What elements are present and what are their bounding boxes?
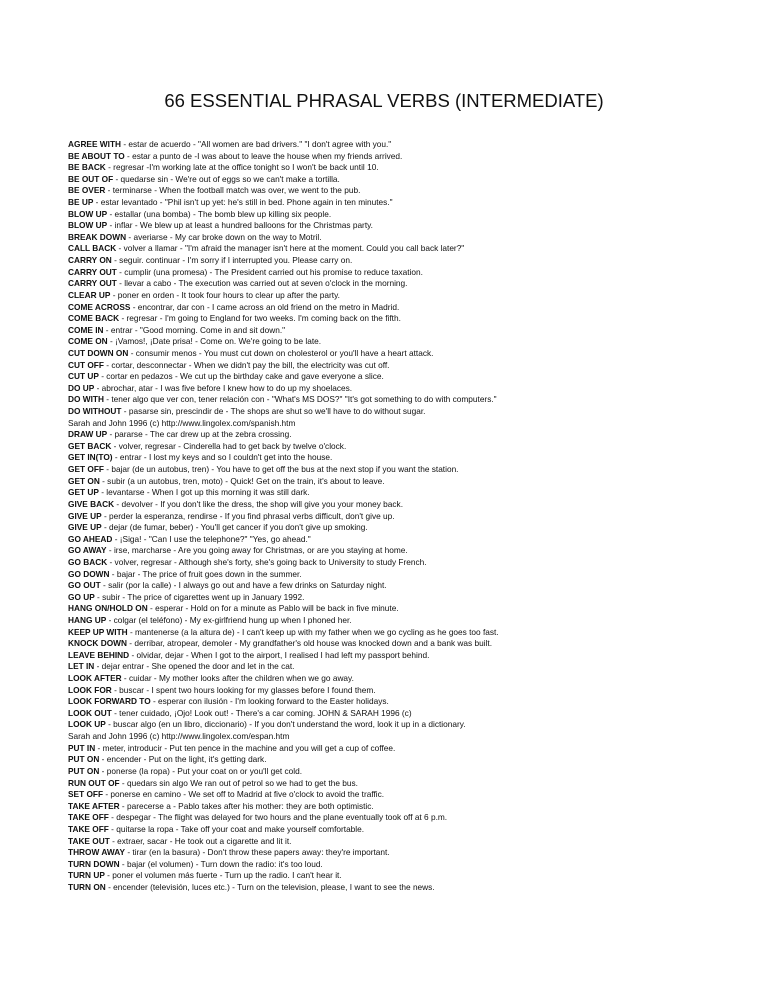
- phrasal-verb-term: THROW AWAY: [68, 847, 126, 858]
- phrasal-verb-entry: [68, 859, 748, 871]
- phrasal-verb-entry: [68, 580, 748, 592]
- phrasal-verb-entry: [68, 476, 748, 488]
- phrasal-verb-term: GET BACK: [68, 440, 112, 451]
- phrasal-verb-definition: - devolver - If you don't like the dress, the shop will give you your money back.: [114, 498, 403, 509]
- phrasal-verb-term: SET OFF: [68, 789, 104, 800]
- phrasal-verb-entry: [68, 511, 748, 523]
- phrasal-verb-entry: [68, 673, 748, 685]
- phrasal-verb-term: PUT ON: [68, 765, 100, 776]
- phrasal-verb-entry: [68, 847, 748, 859]
- phrasal-verb-definition: - ponerse (la ropa) - Put your coat on or you'll get cold.: [99, 765, 303, 776]
- phrasal-verb-definition: - entrar - "Good morning. Come in and sit down.": [103, 324, 286, 335]
- phrasal-verb-entry: [68, 383, 748, 395]
- phrasal-verb-definition: - salir (por la calle) - I always go out and have a few drinks on Saturday night.: [100, 580, 387, 591]
- phrasal-verb-entry: [68, 545, 748, 557]
- phrasal-verb-term: COME ACROSS: [68, 301, 131, 312]
- phrasal-verb-definition: - volver, regresar - Cinderella had to get back by twelve o'clock.: [111, 440, 347, 451]
- phrasal-verb-definition: - estar de acuerdo - "All women are bad drivers." "I don't agree with you.": [121, 139, 392, 149]
- phrasal-verb-definition: - volver a llamar - "I'm afraid the manager isn't here at the moment. Could you call back later?": [116, 243, 465, 254]
- phrasal-verb-entry: [68, 185, 748, 197]
- phrasal-verb-entry: [68, 522, 748, 534]
- phrasal-verb-term: LOOK AFTER: [68, 673, 122, 684]
- phrasal-verb-definition: - ¡Siga! - "Can I use the telephone?" "Yes, go ahead.": [112, 533, 311, 544]
- phrasal-verb-term: TAKE OUT: [68, 835, 110, 846]
- source-credit-text: Sarah and John 1996 (c) http://www.lingolex.com/espan.htm: [68, 731, 290, 742]
- phrasal-verb-term: COME ON: [68, 336, 108, 347]
- phrasal-verb-term: AGREE WITH: [68, 139, 122, 149]
- phrasal-verb-term: CLEAR UP: [68, 289, 111, 300]
- phrasal-verb-term: LOOK UP: [68, 719, 106, 730]
- source-credit-text: Sarah and John 1996 (c) http://www.lingolex.com/spanish.htm: [68, 417, 296, 428]
- phrasal-verb-entry: [68, 267, 748, 279]
- phrasal-verb-term: CARRY ON: [68, 255, 112, 266]
- phrasal-verb-entry: [68, 534, 748, 546]
- phrasal-verb-entry: [68, 627, 748, 639]
- phrasal-verb-definition: - tener algo que ver con, tener relación con - "What's MS DOS?" "It's got something to do with computers.": [103, 394, 497, 405]
- phrasal-verb-term: DRAW UP: [68, 429, 108, 440]
- phrasal-verb-term: DO UP: [68, 382, 95, 393]
- phrasal-verb-entry: [68, 719, 748, 731]
- phrasal-verb-term: GET IN(TO): [68, 452, 113, 463]
- phrasal-verb-list: [68, 139, 748, 894]
- phrasal-verb-entry: [68, 406, 748, 418]
- phrasal-verb-entry: [68, 174, 748, 186]
- phrasal-verb-term: PUT ON: [68, 754, 100, 765]
- phrasal-verb-entry: [68, 743, 748, 755]
- phrasal-verb-definition: - mantenerse (a la altura de) - I can't keep up with my father when we go cycling as he goes too fast.: [127, 626, 499, 637]
- phrasal-verb-entry: [68, 290, 748, 302]
- source-credit-line: [68, 418, 748, 430]
- phrasal-verb-definition: - tener cuidado, ¡Ojo! Look out! - There's a car coming. JOHN & SARAH 1996 (c): [111, 707, 412, 718]
- phrasal-verb-entry: [68, 302, 748, 314]
- phrasal-verb-definition: - entrar - I lost my keys and so I couldn't get into the house.: [112, 452, 333, 463]
- phrasal-verb-term: LOOK FOR: [68, 684, 112, 695]
- phrasal-verb-definition: - meter, introducir - Put ten pence in the machine and you will get a cup of coffee.: [95, 742, 396, 753]
- phrasal-verb-definition: - pasarse sin, prescindir de - The shops are shut so we'll have to do without sugar.: [121, 406, 426, 417]
- phrasal-verb-definition: - ponerse en camino - We set off to Madrid at five o'clock to avoid the traffic.: [103, 789, 385, 800]
- phrasal-verb-definition: - dejar (de fumar, beber) - You'll get cancer if you don't give up smoking.: [101, 522, 368, 533]
- phrasal-verb-definition: - colgar (el teléfono) - My ex-girlfriend hung up when I phoned her.: [106, 614, 352, 625]
- phrasal-verb-term: BREAK DOWN: [68, 231, 127, 242]
- phrasal-verb-definition: - cortar, desconnectar - When we didn't pay the bill, the electricity was cut off.: [103, 359, 390, 370]
- phrasal-verb-entry: [68, 232, 748, 244]
- phrasal-verb-definition: - quedarse sin - We're out of eggs so we can't make a tortilla.: [113, 173, 340, 184]
- phrasal-verb-term: LOOK FORWARD TO: [68, 696, 151, 707]
- phrasal-verb-entry: [68, 139, 748, 151]
- phrasal-verb-term: TURN UP: [68, 870, 105, 881]
- phrasal-verb-definition: - averiarse - My car broke down on the way to Motril.: [126, 231, 322, 242]
- phrasal-verb-entry: [68, 603, 748, 615]
- phrasal-verb-definition: - olvidar, dejar - When I got to the airport, I realised I had left my passport behind.: [129, 649, 430, 660]
- phrasal-verb-term: PUT IN: [68, 742, 96, 753]
- phrasal-verb-term: GET ON: [68, 475, 100, 486]
- phrasal-verb-definition: - quedars sin algo We ran out of petrol so we had to get the bus.: [119, 777, 358, 788]
- phrasal-verb-term: BE ABOUT TO: [68, 150, 125, 161]
- phrasal-verb-entry: [68, 650, 748, 662]
- phrasal-verb-definition: - poner en orden - It took four hours to clear up after the party.: [110, 289, 340, 300]
- phrasal-verb-entry: [68, 243, 748, 255]
- phrasal-verb-entry: [68, 162, 748, 174]
- phrasal-verb-entry: [68, 870, 748, 882]
- phrasal-verb-definition: - subir - The price of cigarettes went up in January 1992.: [94, 591, 305, 602]
- phrasal-verb-entry: [68, 557, 748, 569]
- phrasal-verb-entry: [68, 696, 748, 708]
- phrasal-verb-entry: [68, 499, 748, 511]
- phrasal-verb-entry: [68, 487, 748, 499]
- phrasal-verb-entry: [68, 638, 748, 650]
- phrasal-verb-definition: - perder la esperanza, rendirse - If you find phrasal verbs difficult, don't give up.: [101, 510, 395, 521]
- phrasal-verb-term: GIVE UP: [68, 510, 102, 521]
- phrasal-verb-term: GET OFF: [68, 464, 104, 475]
- phrasal-verb-definition: - esperar con ilusión - I'm looking forward to the Easter holidays.: [150, 696, 389, 707]
- phrasal-verb-entry: [68, 754, 748, 766]
- phrasal-verb-entry: [68, 766, 748, 778]
- phrasal-verb-definition: - esperar - Hold on for a minute as Pablo will be back in five minute.: [147, 603, 399, 614]
- phrasal-verb-term: CUT UP: [68, 371, 99, 382]
- phrasal-verb-term: CALL BACK: [68, 243, 117, 254]
- phrasal-verb-term: BE OVER: [68, 185, 106, 196]
- phrasal-verb-definition: - dejar entrar - She opened the door and let in the cat.: [94, 661, 295, 672]
- phrasal-verb-definition: - estar levantado - "Phil isn't up yet: he's still in bed. Phone again in ten minutes.": [93, 197, 393, 208]
- phrasal-verb-definition: - cumplir (una promesa) - The President carried out his promise to reduce taxation.: [116, 266, 423, 277]
- phrasal-verb-term: DO WITH: [68, 394, 104, 405]
- phrasal-verb-entry: [68, 197, 748, 209]
- phrasal-verb-definition: - abrochar, atar - I was five before I knew how to do up my shoelaces.: [94, 382, 353, 393]
- phrasal-verb-definition: - llevar a cabo - The execution was carried out at seven o'clock in the morning.: [116, 278, 408, 289]
- phrasal-verb-definition: - levantarse - When I got up this morning it was still dark.: [98, 487, 310, 498]
- phrasal-verb-term: COME IN: [68, 324, 104, 335]
- phrasal-verb-term: COME BACK: [68, 313, 120, 324]
- phrasal-verb-definition: - quitarse la ropa - Take off your coat and make yourself comfortable.: [108, 823, 365, 834]
- phrasal-verb-entry: [68, 278, 748, 290]
- phrasal-verb-entry: [68, 882, 748, 894]
- phrasal-verb-definition: - bajar (de un autobus, tren) - You have to get off the bus at the next stop if you want the station.: [103, 464, 459, 475]
- phrasal-verb-definition: - inflar - We blew up at least a hundred balloons for the Christmas party.: [107, 220, 373, 231]
- phrasal-verb-entry: [68, 615, 748, 627]
- phrasal-verb-entry: [68, 812, 748, 824]
- phrasal-verb-term: HANG UP: [68, 614, 107, 625]
- phrasal-verb-definition: - derribar, atropear, demoler - My grandfather's old house was knocked down and a bank was built.: [127, 638, 493, 649]
- phrasal-verb-definition: - estallar (una bomba) - The bomb blew up killing six people.: [107, 208, 332, 219]
- phrasal-verb-entry: [68, 151, 748, 163]
- phrasal-verb-entry: [68, 789, 748, 801]
- phrasal-verb-definition: - regresar - I'm going to England for two weeks. I'm coming back on the fifth.: [119, 313, 401, 324]
- phrasal-verb-definition: - consumir menos - You must cut down on cholesterol or you'll have a heart attack.: [128, 347, 434, 358]
- phrasal-verb-term: BE OUT OF: [68, 173, 114, 184]
- phrasal-verb-entry: [68, 569, 748, 581]
- phrasal-verb-entry: [68, 708, 748, 720]
- phrasal-verb-term: CUT OFF: [68, 359, 104, 370]
- phrasal-verb-entry: [68, 313, 748, 325]
- phrasal-verb-definition: - extraer, sacar - He took out a cigarette and lit it.: [109, 835, 292, 846]
- phrasal-verb-entry: [68, 325, 748, 337]
- phrasal-verb-term: GET UP: [68, 487, 99, 498]
- phrasal-verb-entry: [68, 394, 748, 406]
- phrasal-verb-term: GO BACK: [68, 556, 108, 567]
- phrasal-verb-definition: - cuidar - My mother looks after the children when we go away.: [121, 673, 354, 684]
- phrasal-verb-definition: - bajar - The price of fruit goes down in the summer.: [109, 568, 302, 579]
- phrasal-verb-term: GIVE BACK: [68, 498, 115, 509]
- phrasal-verb-entry: [68, 592, 748, 604]
- phrasal-verb-term: KEEP UP WITH: [68, 626, 128, 637]
- source-credit-line: [68, 731, 748, 743]
- phrasal-verb-term: LET IN: [68, 661, 95, 672]
- phrasal-verb-definition: - seguir. continuar - I'm sorry if I interrupted you. Please carry on.: [111, 255, 353, 266]
- phrasal-verb-entry: [68, 452, 748, 464]
- phrasal-verb-definition: - buscar - I spent two hours looking for my glasses before I found them.: [111, 684, 376, 695]
- phrasal-verb-term: LOOK OUT: [68, 707, 112, 718]
- phrasal-verb-definition: - regresar -I'm working late at the office tonight so I won't be back until 10.: [105, 162, 379, 173]
- phrasal-verb-term: TAKE OFF: [68, 812, 109, 823]
- phrasal-verb-term: TAKE AFTER: [68, 800, 120, 811]
- phrasal-verb-term: TURN DOWN: [68, 858, 120, 869]
- phrasal-verb-term: CARRY OUT: [68, 278, 117, 289]
- phrasal-verb-entry: [68, 801, 748, 813]
- phrasal-verb-term: GIVE UP: [68, 522, 102, 533]
- phrasal-verb-definition: - encender - Put on the light, it's getting dark.: [99, 754, 267, 765]
- phrasal-verb-term: LEAVE BEHIND: [68, 649, 130, 660]
- phrasal-verb-definition: - subir (a un autobus, tren, moto) - Quick! Get on the train, it's about to leave.: [99, 475, 385, 486]
- phrasal-verb-term: BE BACK: [68, 162, 106, 173]
- phrasal-verb-entry: [68, 661, 748, 673]
- phrasal-verb-term: GO OUT: [68, 580, 101, 591]
- phrasal-verb-definition: - irse, marcharse - Are you going away for Christmas, or are you staying at home.: [106, 545, 408, 556]
- phrasal-verb-term: DO WITHOUT: [68, 406, 122, 417]
- phrasal-verb-definition: - cortar en pedazos - We cut up the birthday cake and gave everyone a slice.: [98, 371, 384, 382]
- phrasal-verb-entry: [68, 336, 748, 348]
- phrasal-verb-definition: - estar a punto de -I was about to leave the house when my friends arrived.: [124, 150, 403, 161]
- phrasal-verb-term: TURN ON: [68, 882, 106, 892]
- phrasal-verb-entry: [68, 209, 748, 221]
- phrasal-verb-term: CUT DOWN ON: [68, 347, 129, 358]
- phrasal-verb-entry: [68, 824, 748, 836]
- phrasal-verb-definition: - bajar (el volumen) - Turn down the radio: it's too loud.: [119, 858, 323, 869]
- phrasal-verb-entry: [68, 371, 748, 383]
- phrasal-verb-term: BLOW UP: [68, 220, 108, 231]
- phrasal-verb-term: GO AWAY: [68, 545, 107, 556]
- phrasal-verb-entry: [68, 464, 748, 476]
- phrasal-verb-entry: [68, 685, 748, 697]
- phrasal-verb-definition: - terminarse - When the football match was over, we went to the pub.: [105, 185, 361, 196]
- phrasal-verb-entry: [68, 778, 748, 790]
- page-title: 66 ESSENTIAL PHRASAL VERBS (INTERMEDIATE): [164, 90, 604, 111]
- phrasal-verb-entry: [68, 348, 748, 360]
- phrasal-verb-term: GO DOWN: [68, 568, 110, 579]
- phrasal-verb-entry: [68, 836, 748, 848]
- phrasal-verb-entry: [68, 255, 748, 267]
- phrasal-verb-definition: - pararse - The car drew up at the zebra crossing.: [107, 429, 292, 440]
- phrasal-verb-entry: [68, 429, 748, 441]
- phrasal-verb-definition: - volver, regresar - Although she's forty, she's going back to University to study French.: [107, 556, 427, 567]
- phrasal-verb-definition: - buscar algo (en un libro, diccionario) - If you don't understand the word, look it up in a dictionary.: [105, 719, 466, 730]
- phrasal-verb-definition: - encender (televisión, luces etc.) - Turn on the television, please, I want to see the news.: [105, 882, 435, 892]
- phrasal-verb-term: HANG ON/HOLD ON: [68, 603, 148, 614]
- phrasal-verb-term: CARRY OUT: [68, 266, 117, 277]
- phrasal-verb-definition: - poner el volumen más fuerte - Turn up the radio. I can't hear it.: [104, 870, 342, 881]
- phrasal-verb-term: GO UP: [68, 591, 95, 602]
- phrasal-verb-definition: - despegar - The flight was delayed for two hours and the plane eventually took off at 6 p.m.: [108, 812, 448, 823]
- phrasal-verb-term: KNOCK DOWN: [68, 638, 127, 649]
- phrasal-verb-entry: [68, 441, 748, 453]
- phrasal-verb-term: GO AHEAD: [68, 533, 113, 544]
- phrasal-verb-definition: - parecerse a - Pablo takes after his mother: they are both optimistic.: [119, 800, 374, 811]
- phrasal-verb-term: BLOW UP: [68, 208, 108, 219]
- phrasal-verb-definition: - ¡Vamos!, ¡Date prisa! - Come on. We're going to be late.: [107, 336, 322, 347]
- phrasal-verb-definition: - encontrar, dar con - I came across an old friend on the metro in Madrid.: [130, 301, 400, 312]
- phrasal-verb-definition: - tirar (en la basura) - Don't throw these papers away: they're important.: [125, 847, 390, 858]
- phrasal-verb-entry: [68, 360, 748, 372]
- phrasal-verb-term: BE UP: [68, 197, 94, 208]
- phrasal-verb-entry: [68, 220, 748, 232]
- phrasal-verb-term: RUN OUT OF: [68, 777, 120, 788]
- phrasal-verb-term: TAKE OFF: [68, 823, 109, 834]
